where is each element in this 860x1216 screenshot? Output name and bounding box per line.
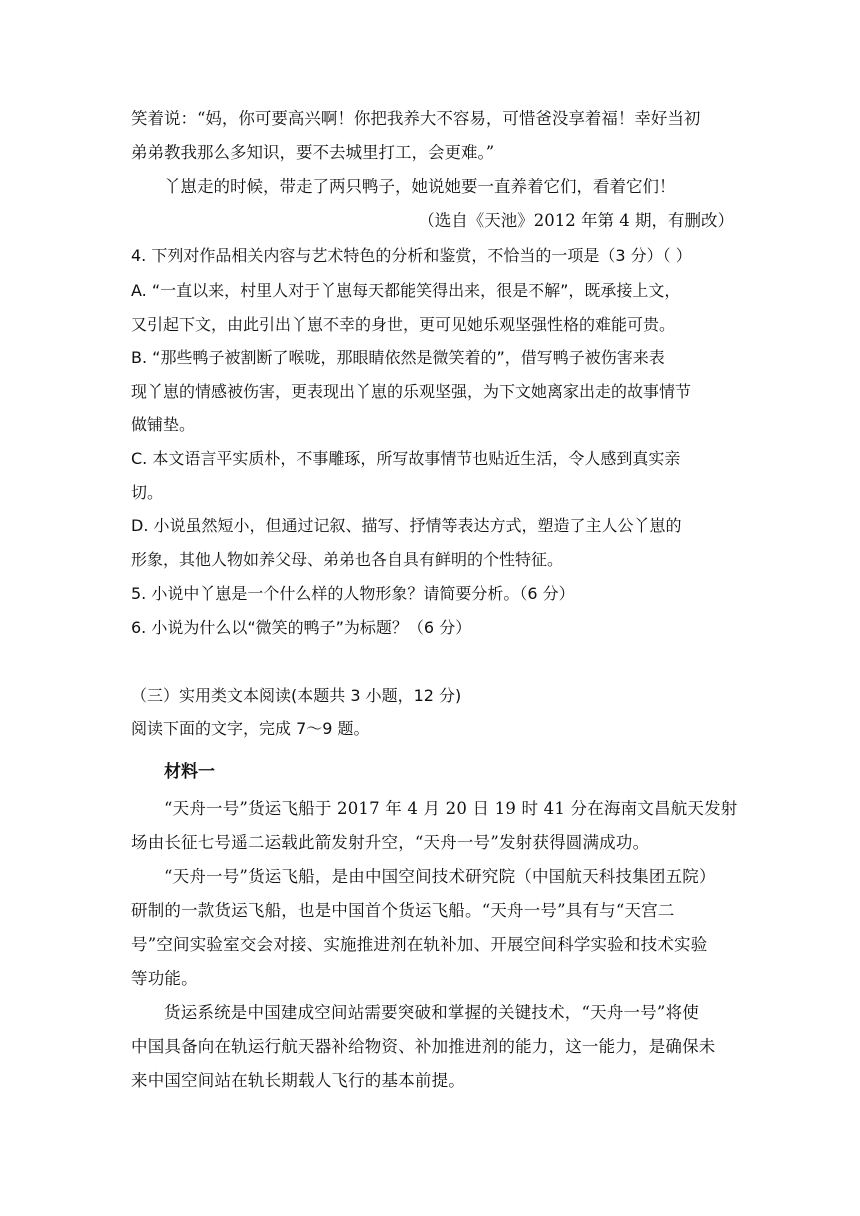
material-1-paragraph-2: 等功能。 [131,969,198,988]
material-1-paragraph-3: 中国具备向在轨运行航天器补给物资、补加推进剂的能力，这一能力，是确保未 [131,1037,716,1056]
material-1-paragraph-2: “天舟一号”货运飞船，是由中国空间技术研究院（中国航天科技集团五院） [164,867,716,886]
question-4-option-d: D. 小说虽然短小，但通过记叙、描写、抒情等表达方式，塑造了主人公丫崽的 [131,516,682,535]
material-1-paragraph-3: 货运系统是中国建成空间站需要突破和掌握的关键技术，“天舟一号”将使 [164,1003,699,1022]
story-line: 笑着说：“妈，你可要高兴啊！你把我养大不容易，可惜爸没享着福！幸好当初 [131,109,701,128]
material-1-paragraph-1: “天舟一号”货运飞船于 2017 年 4 月 20 日 19 时 41 分在海南文昌航天发射 [164,799,738,818]
material-1-title: 材料一 [164,762,215,782]
question-4-option-b: B. “那些鸭子被割断了喉咙，那眼睛依然是微笑着的”，借写鸭子被伤害来表 [131,348,665,367]
section-3-heading: （三）实用类文本阅读(本题共 3 小题，12 分) [131,686,462,705]
material-1-paragraph-3: 来中国空间站在轨长期载人飞行的基本前提。 [131,1071,465,1090]
question-5: 5. 小说中丫崽是一个什么样的人物形象？请简要分析。（6 分） [131,584,575,603]
question-4-option-c: C. 本文语言平实质朴，不事雕琢，所写故事情节也贴近生活，令人感到真实亲 [131,449,681,468]
section-3-instruction: 阅读下面的文字，完成 7～9 题。 [131,719,370,738]
question-4-option-d: 形象，其他人物如养父母、弟弟也各自具有鲜明的个性特征。 [131,550,564,569]
question-4-option-a: A. “一直以来，村里人对于丫崽每天都能笑得出来，很是不解”，既承接上文， [131,281,681,300]
question-6: 6. 小说为什么以“微笑的鸭子”为标题？（6 分） [131,618,472,637]
story-line: 弟弟教我那么多知识，要不去城里打工，会更难。” [131,143,495,162]
question-4-option-b: 做铺垫。 [131,415,196,434]
question-4-option-c: 切。 [131,483,164,502]
material-1-paragraph-1: 场由长征七号遥二运载此箭发射升空，“天舟一号”发射获得圆满成功。 [131,833,650,852]
story-source: （选自《天池》2012 年第 4 期，有删改） [418,211,734,230]
question-4-option-a: 又引起下文，由此引出丫崽不幸的身世，更可见她乐观坚强性格的难能可贵。 [131,315,676,334]
material-1-paragraph-2: 号”空间实验室交会对接、实施推进剂在轨补加、开展空间科学实验和技术实验 [131,935,708,954]
story-line: 丫崽走的时候，带走了两只鸭子，她说她要一直养着它们，看着它们！ [164,177,676,196]
material-1-paragraph-2: 研制的一款货运飞船，也是中国首个货运飞船。“天舟一号”具有与“天宫二 [131,901,675,920]
question-4-option-b: 现丫崽的情感被伤害，更表现出丫崽的乐观坚强，为下文她离家出走的故事情节 [131,382,692,401]
question-4-stem: 4. 下列对作品相关内容与艺术特色的分析和鉴赏，不恰当的一项是（3 分）（ ） [131,246,692,265]
